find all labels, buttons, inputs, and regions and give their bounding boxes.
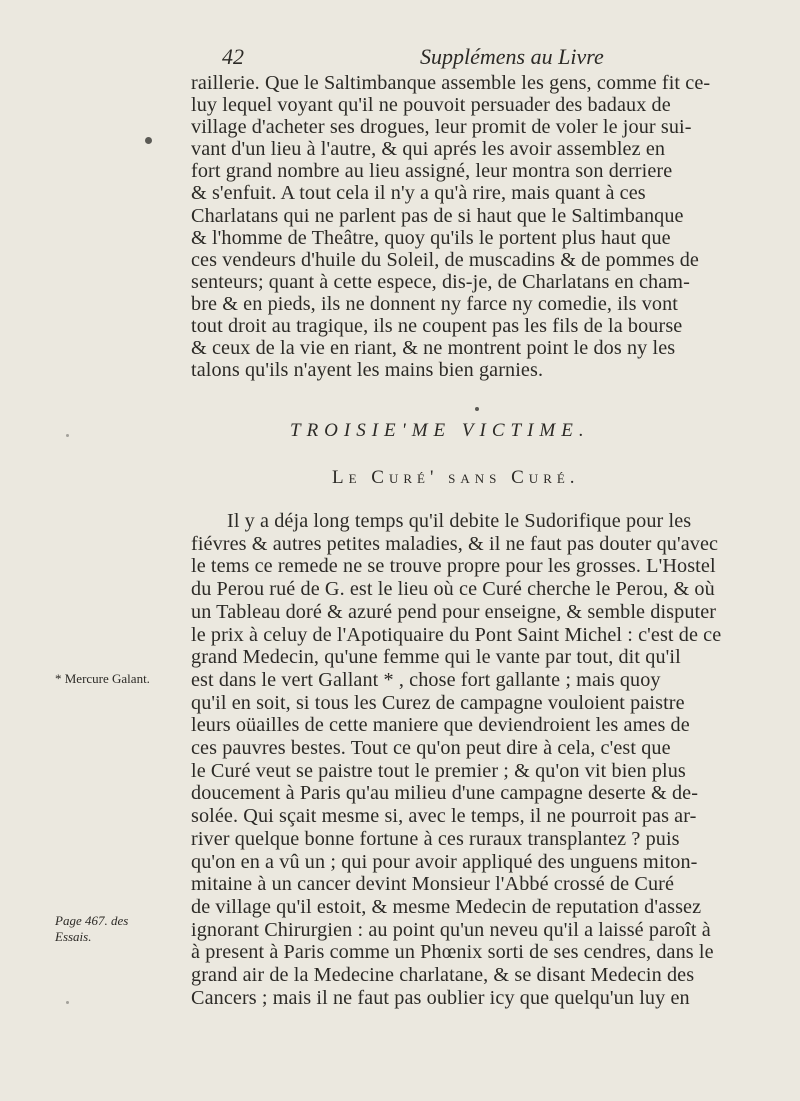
- text-line: & l'homme de Theâtre, quoy qu'ils le portent plus haut que: [191, 226, 671, 249]
- text-line: raillerie. Que le Saltimbanque assemble les gens, comme fit ce-: [191, 72, 711, 94]
- text-line: senteurs; quant à cette espece, dis-je, de Charlatans en cham-: [191, 270, 690, 293]
- margin-note-essais: [55, 913, 128, 945]
- ink-spot: [145, 137, 152, 144]
- text-line: grand air de la Medecine charlatane, & se disant Medecin des: [191, 964, 695, 987]
- text-line: Il y a déja long temps qu'il debite le Sudorifique pour les: [227, 510, 692, 532]
- text-line: du Perou rué de G. est le lieu où ce Curé cherche le Perou, & où: [191, 578, 715, 601]
- text-line: doucement à Paris qu'au milieu d'une campagne deserte & de-: [191, 782, 699, 805]
- text-line: le prix à celuy de l'Apotiquaire du Pont Saint Michel : c'est de ce: [191, 623, 722, 646]
- text-line: village d'acheter ses drogues, leur promit de voler le jour sui-: [191, 116, 692, 139]
- text-line: le Curé veut se paistre tout le premier ; & qu'on vit bien plus: [191, 759, 686, 782]
- text-line: tout droit au tragique, ils ne coupent pas les fils de la bourse: [191, 315, 683, 338]
- ink-spot: [475, 407, 479, 411]
- text-line: à present à Paris comme un Phœnix sorti de ses cendres, dans le: [191, 941, 714, 964]
- text-line: ignorant Chirurgien : au point qu'un neveu qu'il a laissé paroît à: [191, 918, 711, 941]
- text-line: & s'enfuit. A tout cela il n'y a qu'à rire, mais quant à ces: [191, 182, 646, 205]
- margin-note-mercure-galant: * Mercure Galant.: [55, 671, 150, 686]
- running-title: Supplémens au Livre: [420, 44, 604, 69]
- text-line: vant d'un lieu à l'autre, & qui aprés les avoir assemblez en: [191, 138, 666, 161]
- text-line: & ceux de la vie en riant, & ne montrent point le dos ny les: [191, 337, 676, 360]
- text-line: ces pauvres bestes. Tout ce qu'on peut dire à cela, c'est que: [191, 737, 671, 760]
- text-line: solée. Qui sçait mesme si, avec le temps, il ne pourroit pas ar-: [191, 805, 697, 828]
- text-line: luy lequel voyant qu'il ne pouvoit persuader des badaux de: [191, 94, 671, 117]
- section-subheading: Le Curé' sans Curé.: [332, 467, 580, 488]
- margin-note-line: Page 467. des: [55, 913, 129, 928]
- text-line: qu'on en a vû un ; qui pour avoir appliqué des unguens miton-: [191, 850, 698, 873]
- text-line: qu'il en soit, si tous les Curez de campagne vouloient paistre: [191, 691, 685, 714]
- text-line: un Tableau doré & azuré pend pour enseigne, & semble disputer: [191, 600, 717, 623]
- page-number: 42: [222, 44, 244, 69]
- text-line: de village qu'il estoit, & mesme Medecin de reputation d'assez: [191, 895, 702, 918]
- text-line: le tems ce remede ne se trouve propre pour les grosses. L'Hostel: [191, 555, 716, 578]
- text-line: fort grand nombre au lieu assigné, leur montra son derriere: [191, 160, 673, 183]
- text-line: bre & en pieds, ils ne donnent ny farce ny comedie, ils vont: [191, 292, 679, 315]
- ink-spot: [66, 1001, 69, 1004]
- section-heading: TROISIE'ME VICTIME.: [290, 420, 590, 441]
- text-line: fiévres & autres petites maladies, & il ne faut pas douter qu'avec: [191, 532, 719, 555]
- text-line: est dans le vert Gallant * , chose fort gallante ; mais quoy: [191, 668, 661, 691]
- text-line: ces vendeurs d'huile du Soleil, de muscadins & de pommes de: [191, 248, 699, 271]
- text-line: grand Medecin, qu'une femme qui le vante par tout, dit qu'il: [191, 646, 681, 669]
- text-line: talons qu'ils n'ayent les mains bien garnies.: [191, 359, 544, 382]
- text-line: Charlatans qui ne parlent pas de si haut que le Saltimbanque: [191, 204, 684, 227]
- text-line: mitaine à un cancer devint Monsieur l'Abbé crossé de Curé: [191, 873, 675, 896]
- text-line: Cancers ; mais il ne faut pas oublier icy que quelqu'un luy en: [191, 986, 690, 1009]
- paragraph-2: [191, 510, 767, 1009]
- running-head: [222, 44, 632, 74]
- margin-note-line: Essais.: [55, 929, 92, 944]
- text-line: river quelque bonne fortune à ces ruraux transplantez ? puis: [191, 827, 680, 850]
- ink-spot: [66, 434, 69, 437]
- paragraph-1: [191, 72, 767, 381]
- text-line: leurs oüailles de cette maniere que deviendroient les ames de: [191, 714, 690, 737]
